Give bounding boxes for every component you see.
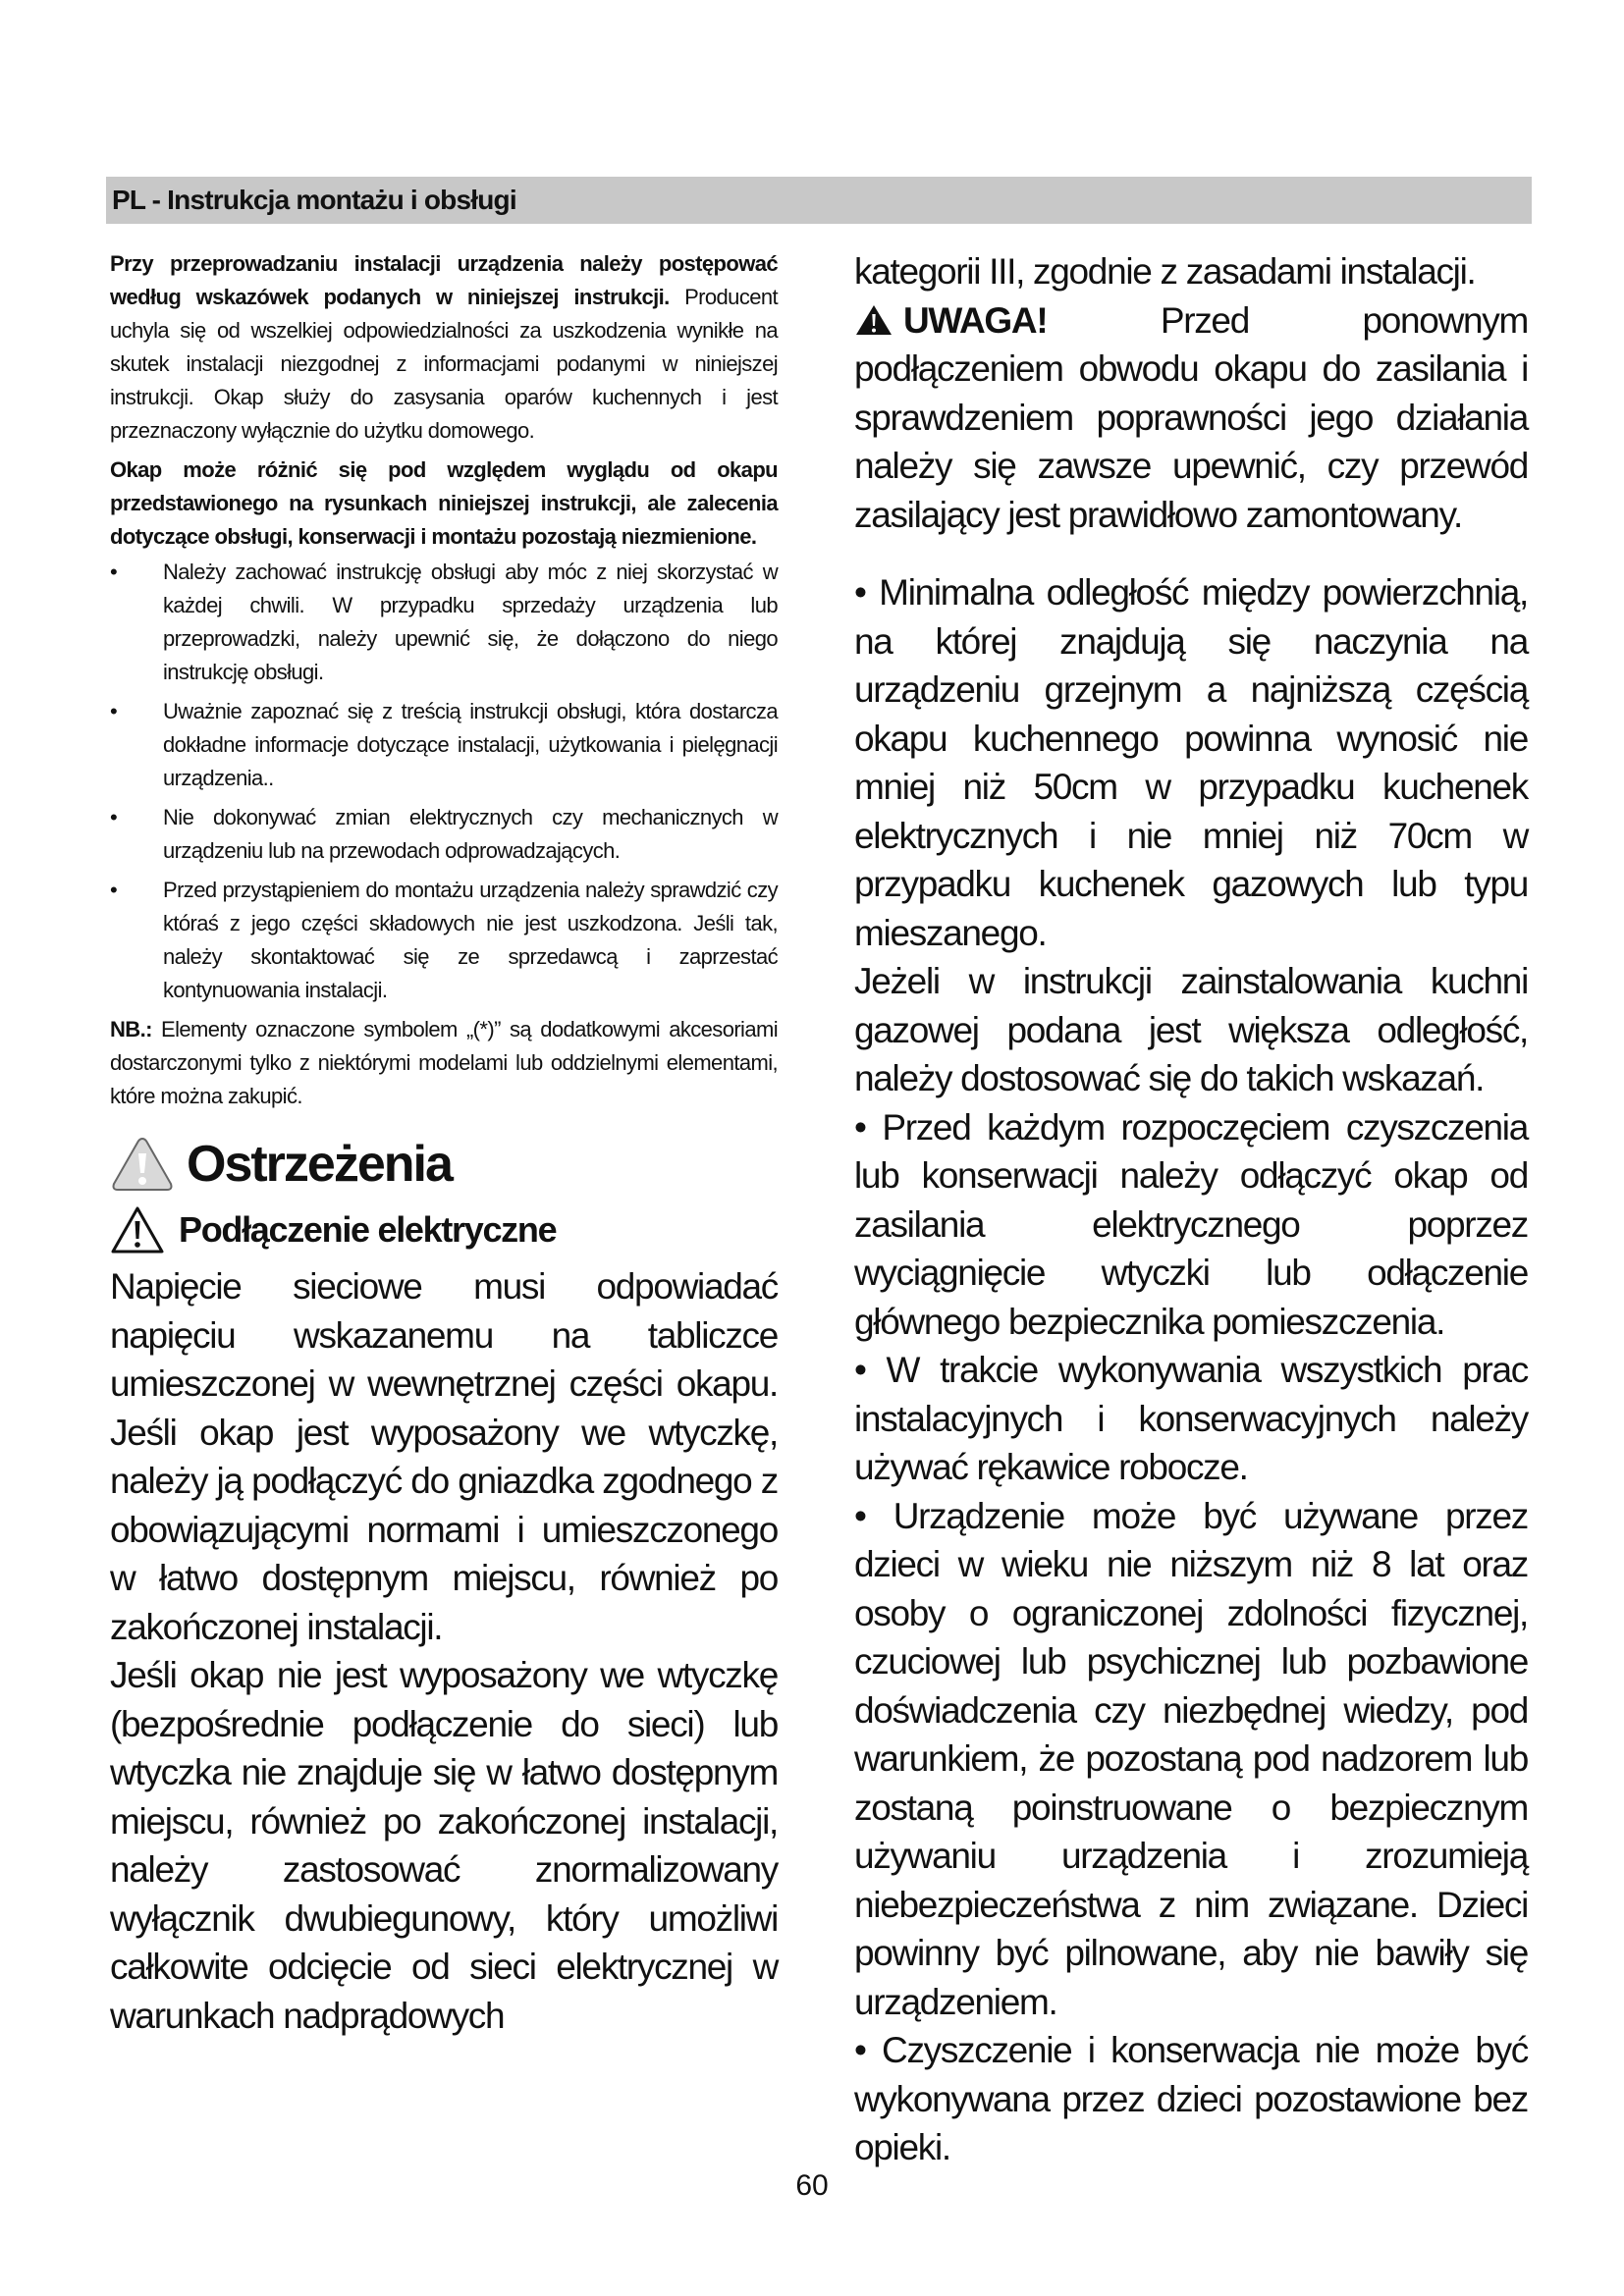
list-item-text: Przed przystąpieniem do montażu urządzenia należy sprawdzić czy któraś z jego części składowych nie jest uszkodzona. Jeśli tak, należy skontaktować się ze sprzedawcą i zaprzestać kontynuowania instalacji. bbox=[163, 878, 778, 1002]
list-item bbox=[110, 695, 778, 795]
appearance-note-text: Okap może różnić się pod względem wyglądu od okapu przedstawionego na rysunkach niniejszej instrukcji, ale zalecenia dotyczące obsługi, konserwacji i montażu pozostają niezmienione. bbox=[110, 457, 778, 549]
list-item bbox=[110, 874, 778, 1007]
section-header-bar bbox=[106, 177, 1532, 224]
intro-bold-text: Przy przeprowadzaniu instalacji urządzenia należy postępować według wskazówek podanych w niniejszej instrukcji. bbox=[110, 251, 778, 309]
warning-triangle-icon bbox=[110, 1136, 175, 1193]
appearance-note bbox=[110, 454, 778, 554]
switch-paragraph: Jeśli okap nie jest wyposażony we wtyczkę (bezpośrednie podłączenie do sieci) lub wtyczka nie znajduje się w łatwo dostępnym miejscu, również po zakończonej instalacji, należy zastosować znormalizowany wyłącznik dwubiegunowy, który umożliwi całkowite odcięcie od sieci elektrycznej w warunkach nadprądowych bbox=[110, 1655, 778, 2036]
electrical-title: Podłączenie elektryczne bbox=[179, 1209, 557, 1250]
right-column bbox=[854, 247, 1528, 2172]
category-line: kategorii III, zgodnie z zasadami instalacji. bbox=[854, 251, 1476, 292]
gloves-paragraph: • W trakcie wykonywania wszystkich prac instalacyjnych i konserwacyjnych należy używać rękawice robocze. bbox=[854, 1350, 1528, 1487]
list-item bbox=[110, 801, 778, 868]
intro-block bbox=[110, 247, 778, 1113]
electrical-heading bbox=[110, 1205, 778, 1255]
page-number: 60 bbox=[795, 2169, 829, 2202]
cleaning-disconnect-paragraph: • Przed każdym rozpoczęciem czyszczenia lub konserwacji należy odłączyć okap od zasilania elektrycznego poprzez wyciągnięcie wtyczki lub odłączenie głównego bezpiecznika pomieszczenia. bbox=[854, 1106, 1528, 1342]
bullet-dot: • bbox=[110, 560, 118, 584]
nb-note bbox=[110, 1013, 778, 1113]
list-item-text: Uważnie zapoznać się z treścią instrukcji obsługi, która dostarcza dokładne informacje dotyczące instalacji, użytkowania i pielęgnacji urządzenia.. bbox=[163, 699, 778, 790]
bullet-list bbox=[110, 556, 778, 1007]
gas-distance-paragraph: Jeżeli w instrukcji zainstalowania kuchni gazowej podana jest większa odległość, należy dostosować się do takich wskazań. bbox=[854, 961, 1528, 1098]
list-item-text: Należy zachować instrukcję obsługi aby móc z niej skorzystać w każdej chwili. W przypadku sprzedaży urządzenia lub przeprowadzki, należy upewnić się, że dołączono do niego instrukcję obsługi. bbox=[163, 560, 778, 684]
bullet-dot: • bbox=[110, 699, 118, 723]
warning-filled-icon bbox=[854, 303, 893, 337]
warnings-heading bbox=[110, 1135, 778, 1194]
children-cleaning-paragraph: • Czyszczenie i konserwacja nie może być wykonywana przez dzieci pozostawione bez opieki. bbox=[854, 2030, 1528, 2167]
distance-paragraph: • Minimalna odległość między powierzchnią, na której znajdują się naczynia na urządzeniu grzejnym a najniższą częścią okapu kuchennego powinna wynosić nie mniej niż 50cm w przypadku kuchenek elektrycznych i nie mniej niż 70cm w przypadku kuchenek gazowych lub typu mieszanego. bbox=[854, 572, 1528, 953]
intro-text: Producent uchyla się od wszelkiej odpowiedzialności za uszkodzenia wynikłe na skutek instalacji niezgodnej z informacjami podanymi w niniejszej instrukcji. Okap służy do zasysania oparów kuchennych i jest przeznaczony wyłącznie do użytku domowego. bbox=[110, 285, 778, 443]
nb-label: NB.: bbox=[110, 1017, 152, 1041]
warning-outline-icon bbox=[110, 1205, 165, 1255]
children-paragraph: • Urządzenie może być używane przez dzieci w wieku nie niższym niż 8 lat oraz osoby o ograniczonej zdolności fizycznej, czuciowej lub psychicznej lub pozbawione doświadczenia czy niezbędnej wiedzy, pod warunkiem, że pozostaną pod nadzorem lub zostaną poinstruowane o bezpiecznym używaniu urządzenia i zrozumieją niebezpieczeństwa z nim związane. Dzieci powinny być pilnowane, aby nie bawiły się urządzeniem. bbox=[854, 1495, 1528, 2022]
list-item bbox=[110, 556, 778, 689]
nb-text: Elementy oznaczone symbolem „(*)” są dodatkowymi akcesoriami dostarczonymi tylko z niektórymi modelami lub oddzielnymi elementami, które można zakupić. bbox=[110, 1017, 778, 1108]
warnings-title: Ostrzeżenia bbox=[187, 1136, 452, 1193]
bullet-dot: • bbox=[110, 805, 118, 829]
electrical-body bbox=[110, 1262, 778, 2040]
voltage-paragraph: Napięcie sieciowe musi odpowiadać napięciu wskazanemu na tabliczce umieszczonej w wewnętrznej części okapu. Jeśli okap jest wyposażony we wtyczkę, należy ją podłączyć do gniazdka zgodnego z obowiązującymi normami i umieszczonego w łatwo dostępnym miejscu, również po zakończonej instalacji. bbox=[110, 1266, 778, 1647]
intro-paragraph bbox=[110, 247, 778, 448]
list-item-text: Nie dokonywać zmian elektrycznych czy mechanicznych w urządzeniu lub na przewodach odprowadzających. bbox=[163, 805, 778, 863]
uwaga-paragraph bbox=[854, 296, 1528, 540]
uwaga-label: UWAGA! bbox=[903, 299, 1048, 341]
uwaga-text: Przed ponownym podłączeniem obwodu okapu do zasilania i sprawdzeniem poprawności jego działania należy się zawsze upewnić, czy przewód zasilający jest prawidłowo zamontowany. bbox=[854, 299, 1528, 535]
left-column bbox=[110, 247, 778, 2040]
section-title: PL - Instrukcja montażu i obsługi bbox=[112, 185, 516, 215]
bullet-dot: • bbox=[110, 878, 118, 902]
